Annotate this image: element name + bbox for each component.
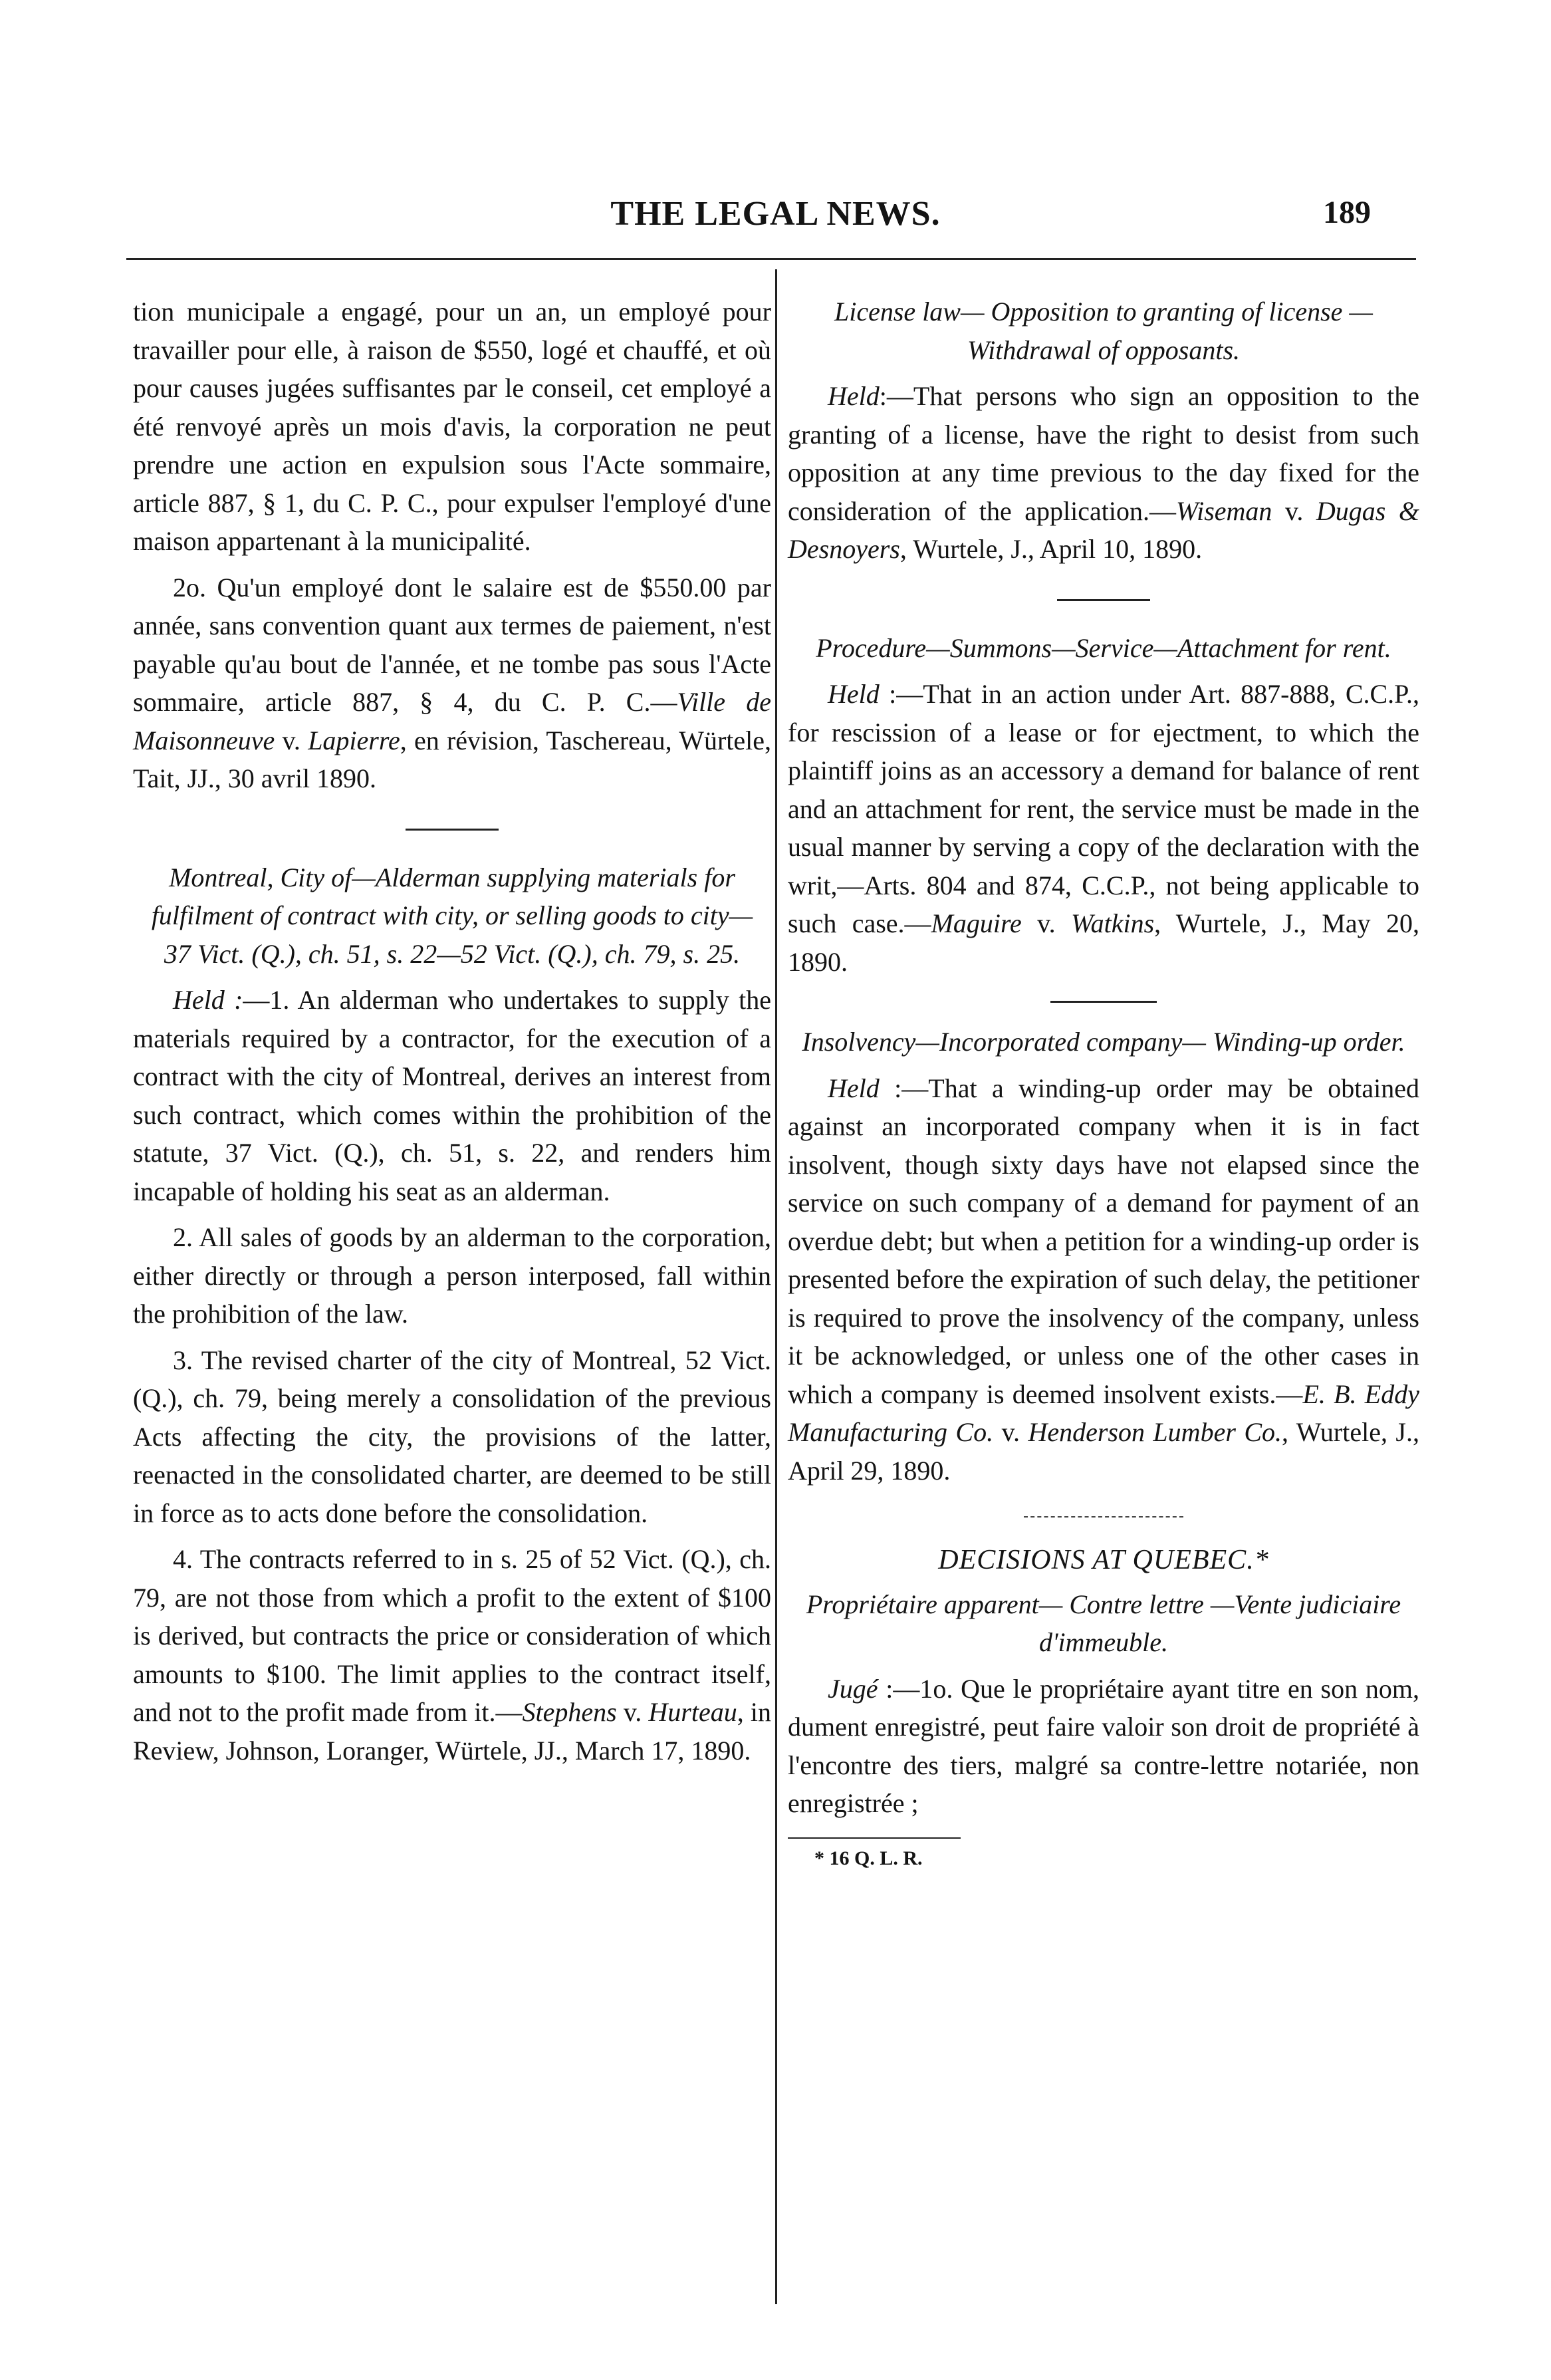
headnote-procedure: Procedure—Summons—Service—Attachment for rent. <box>816 632 1391 663</box>
party-name: Hurteau <box>648 1697 737 1727</box>
held-label: Held <box>828 381 880 411</box>
held-label: Held <box>828 1073 880 1103</box>
held-insolvency <box>788 1069 1419 1490</box>
case-name: Maguire <box>931 908 1022 938</box>
case-name: Stephens <box>522 1697 617 1727</box>
section-title-quebec: DECISIONS AT QUEBEC.* <box>938 1545 1269 1575</box>
column-divider <box>775 269 777 2304</box>
paragraph-second-holding <box>133 569 771 798</box>
party-name: Watkins <box>1070 908 1155 938</box>
held-paragraph-3: 3. The revised charter of the city of Montreal, 52 Vict. (Q.), ch. 79, being merely a consolidation of the previous Acts affecting the city, the provisions of the latter, reenacted in the consolidated charter, are deemed to be still in force as to acts done before the consolidation. <box>133 1345 771 1528</box>
party-name: Dugas & Desnoyers <box>788 495 1419 564</box>
right-column <box>788 293 1419 1872</box>
party-name: Henderson Lumber Co. <box>1028 1417 1282 1447</box>
held-text: :—That in an action under Art. 887-888, C.C.P., for rescission of a lease or for ejectment, to which the plaintiff joins as an accessory a demand for balance of rent and an attachment for rent, the service must be made in the usual manner by serving a copy of the declaration with the writ,—Arts. 804 and 874, C.C.P., not being applicable to such case.— <box>788 679 1419 938</box>
section-separator <box>1057 599 1150 601</box>
holding-text: 2o. Qu'un employé dont le salaire est de $550.00 par année, sans convention quant aux termes de paiement, n'est payable qu'au bout de l'année, et ne tombe pas sous l'Acte sommaire, article 887, § 4, du C. P. C.— <box>133 572 771 717</box>
held-label: Held : <box>173 985 243 1015</box>
citation: , Wurtele, J., May 20, 1890. <box>788 908 1420 977</box>
versus: v. <box>1272 495 1316 526</box>
versus: v. <box>993 1417 1028 1447</box>
versus: v. <box>616 1697 649 1727</box>
held-label: Held <box>828 679 880 709</box>
citation: , Wurtele, J., April 29, 1890. <box>788 1417 1419 1486</box>
versus: v. <box>1021 908 1071 938</box>
juge-label: Jugé <box>828 1673 878 1704</box>
headnote-license: License law— Opposition to granting of license —Withdrawal of opposants. <box>834 297 1373 365</box>
held-paragraph-2: 2. All sales of goods by an alderman to the corporation, either directly or through a person interposed, fall within the prohibition of the law. <box>133 1222 771 1329</box>
held-text: :—That persons who sign an opposition to the granting of a license, have the right to desist from such opposition at any time previous to the day fixed for the consideration of the application.— <box>788 381 1419 526</box>
paragraph-continuation: tion municipale a engagé, pour un an, un employé pour travailler pour elle, à raison de $550, logé et chauffé, et où pour causes jugées suffisantes par le conseil, cet employé a été renvoyé après un mois d'avis, la corporation ne peut prendre une action en expulsion sous l'Acte sommaire, article 887, § 1, du C. P. C., pour expulser l'employé d'une maison appartenant à la municipalité. <box>133 297 771 556</box>
held-paragraph-1 <box>133 981 771 1210</box>
held-text: 4. The contracts referred to in s. 25 of 52 Vict. (Q.), ch. 79, are not those from which a profit to the extent of $100 is derived, but contracts the price or consideration of which amounts to $100. The limit applies to the contract itself, and not to the profit made from it.— <box>133 1544 771 1727</box>
case-name: Wiseman <box>1175 495 1272 526</box>
juge-paragraph-1 <box>788 1670 1419 1823</box>
citation: , Wurtele, J., April 10, 1890. <box>899 534 1203 564</box>
held-license <box>788 377 1419 569</box>
headnote-proprietaire: Propriétaire apparent— Contre lettre —Vente judiciaire d'immeuble. <box>806 1589 1401 1657</box>
held-paragraph-4 <box>133 1540 771 1770</box>
running-title: THE LEGAL NEWS. <box>610 195 941 233</box>
section-separator <box>1024 1516 1183 1518</box>
citation: , en révision, Taschereau, Würtele, Tait, JJ., 30 avril 1890. <box>133 725 772 793</box>
left-column <box>133 293 771 1770</box>
case-name: Ville de Maisonneuve <box>133 687 772 755</box>
headnote-insolvency: Insolvency—Incorporated company— Winding-up order. <box>802 1027 1405 1057</box>
case-name: E. B. Eddy Manufacturing Co. <box>788 1379 1419 1447</box>
held-procedure <box>788 675 1419 981</box>
party-name: Lapierre <box>308 725 400 755</box>
footnote: * 16 Q. L. R. <box>814 1847 923 1869</box>
versus: v. <box>275 725 308 755</box>
juge-text: :—1o. Que le propriétaire ayant titre en son nom, dument enregistré, peut faire valoir son droit de propriété à l'encontre des tiers, malgré sa contre-lettre notariée, non enregistrée ; <box>788 1673 1419 1818</box>
section-separator <box>1050 1001 1157 1003</box>
footnote-rule <box>788 1837 961 1839</box>
held-text: :—That a winding-up order may be obtained against an incorporated company when it is in fact insolvent, though sixty days have not elapsed since the service on such company of a demand for payment of an overdue debt; but when a petition for a winding-up order is presented before the expiration of such delay, the petitioner is required to prove the insolvency of the company, unless it be acknowledged, or unless one of the other cases in which a company is deemed insolvent exists.— <box>788 1073 1419 1409</box>
headnote-montreal: Montreal, City of—Alderman supplying materials for fulfilment of contract with city, or selling goods to city—37 Vict. (Q.), ch. 51, s. 22—52 Vict. (Q.), ch. 79, s. 25. <box>151 862 753 969</box>
citation: , in Review, Johnson, Loranger, Würtele, JJ., March 17, 1890. <box>133 1697 771 1766</box>
header-rule <box>126 258 1416 260</box>
held-text: —1. An alderman who undertakes to supply the materials required by a contractor, for the execution of a contract with the city of Montreal, derives an interest from such contract, which comes within the prohibition of the statute, 37 Vict. (Q.), ch. 51, s. 22, and renders him incapable of holding his seat as an alderman. <box>133 985 771 1206</box>
section-separator <box>406 829 499 831</box>
page-number: 189 <box>1323 195 1371 230</box>
